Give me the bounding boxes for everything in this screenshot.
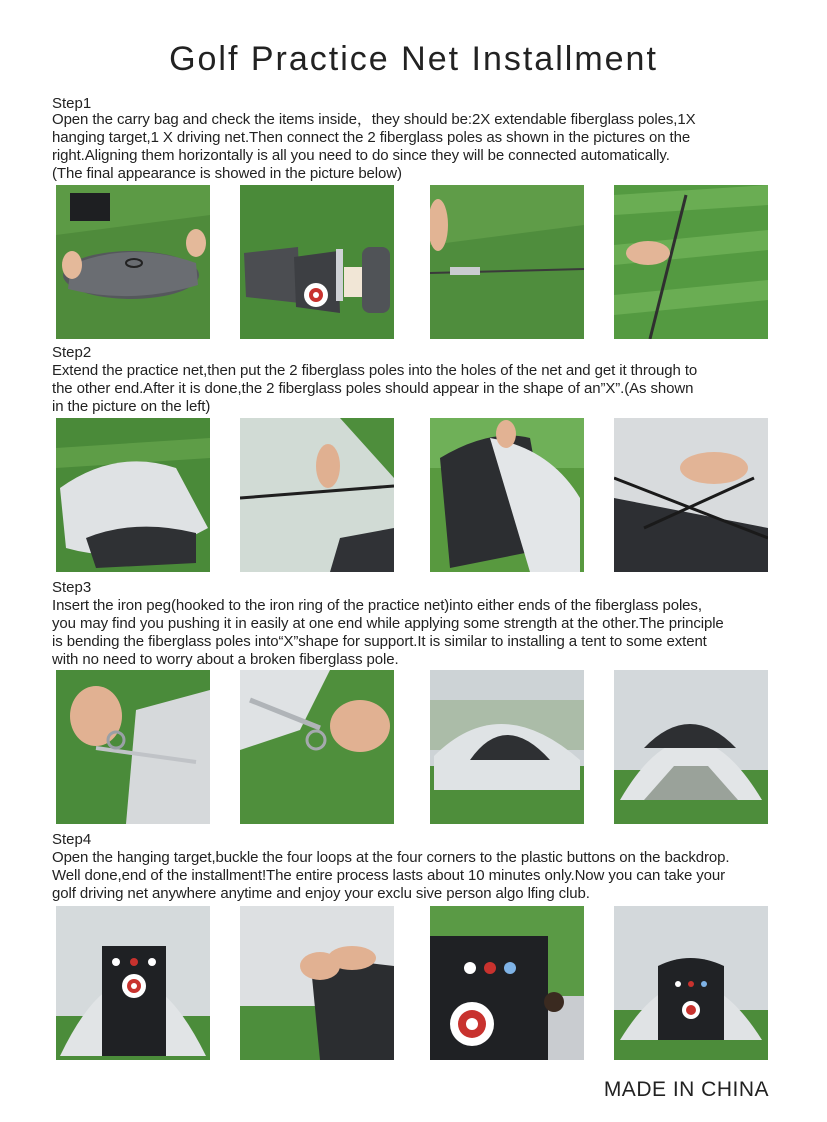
step4-photo-complete-net — [614, 906, 768, 1060]
step2-photo-extended-net — [56, 418, 210, 572]
step3-photo-peg-into-pole — [240, 670, 394, 824]
step2-photo-x-shape-poles — [614, 418, 768, 572]
step1-heading: Step1 — [52, 95, 92, 112]
step2-photo-pulling-pole — [430, 418, 584, 572]
step1-photo-carry-bag — [56, 185, 210, 339]
step2-text: Extend the practice net,then put the 2 fiberglass poles into the holes of the net and get it through to the other end.After it is done,the 2 fiberglass poles should appear in the shape of an”X”.(As shown in the picture on the left) — [52, 362, 698, 415]
step4-text: Open the hanging target,buckle the four loops at the four corners to the plastic buttons on the backdrop. Well done,end of the installment!The entire process lasts about 10 minutes only.Now you can take your golf driving net anywhere anytime and enjoy your exclu sive person algo lfing club. — [52, 849, 730, 902]
step3-text: Insert the iron peg(hooked to the iron ring of the practice net)into either ends of the fiberglass poles, you may find you pushing it in easily at one end while applying some strength at the other.The principle is bending the fiberglass poles into“X”shape for support.It is similar to installing a tent to some extent with no need to worry about a broken fiberglass pole. — [52, 597, 724, 668]
step4-photo-target-front — [56, 906, 210, 1060]
step1-photo-extended-pole — [614, 185, 768, 339]
step1-text: Open the carry bag and check the items inside，they should be:2X extendable fiberglass poles,1X hanging target,1 X driving net.Then connect the 2 fiberglass poles as shown in the pictures on the right.Aligning them horizontally is all you need to do since they will be connected automatically. (The final appearance is showed in the picture below) — [52, 111, 696, 182]
step3-photo-tent-forming — [430, 670, 584, 824]
step1-photo-connecting-poles — [430, 185, 584, 339]
step2-photo-inserting-pole — [240, 418, 394, 572]
page-title: Golf Practice Net Installment — [169, 40, 658, 78]
step3-heading: Step3 — [52, 579, 92, 596]
made-in-china-label: MADE IN CHINA — [603, 1078, 769, 1101]
step1-photo-items — [240, 185, 394, 339]
step4-photo-target-attached — [430, 906, 584, 1060]
step4-heading: Step4 — [52, 831, 92, 848]
step3-photo-iron-peg — [56, 670, 210, 824]
step2-heading: Step2 — [52, 344, 92, 361]
step3-photo-finished-tent — [614, 670, 768, 824]
step4-photo-buckling-loops — [240, 906, 394, 1060]
